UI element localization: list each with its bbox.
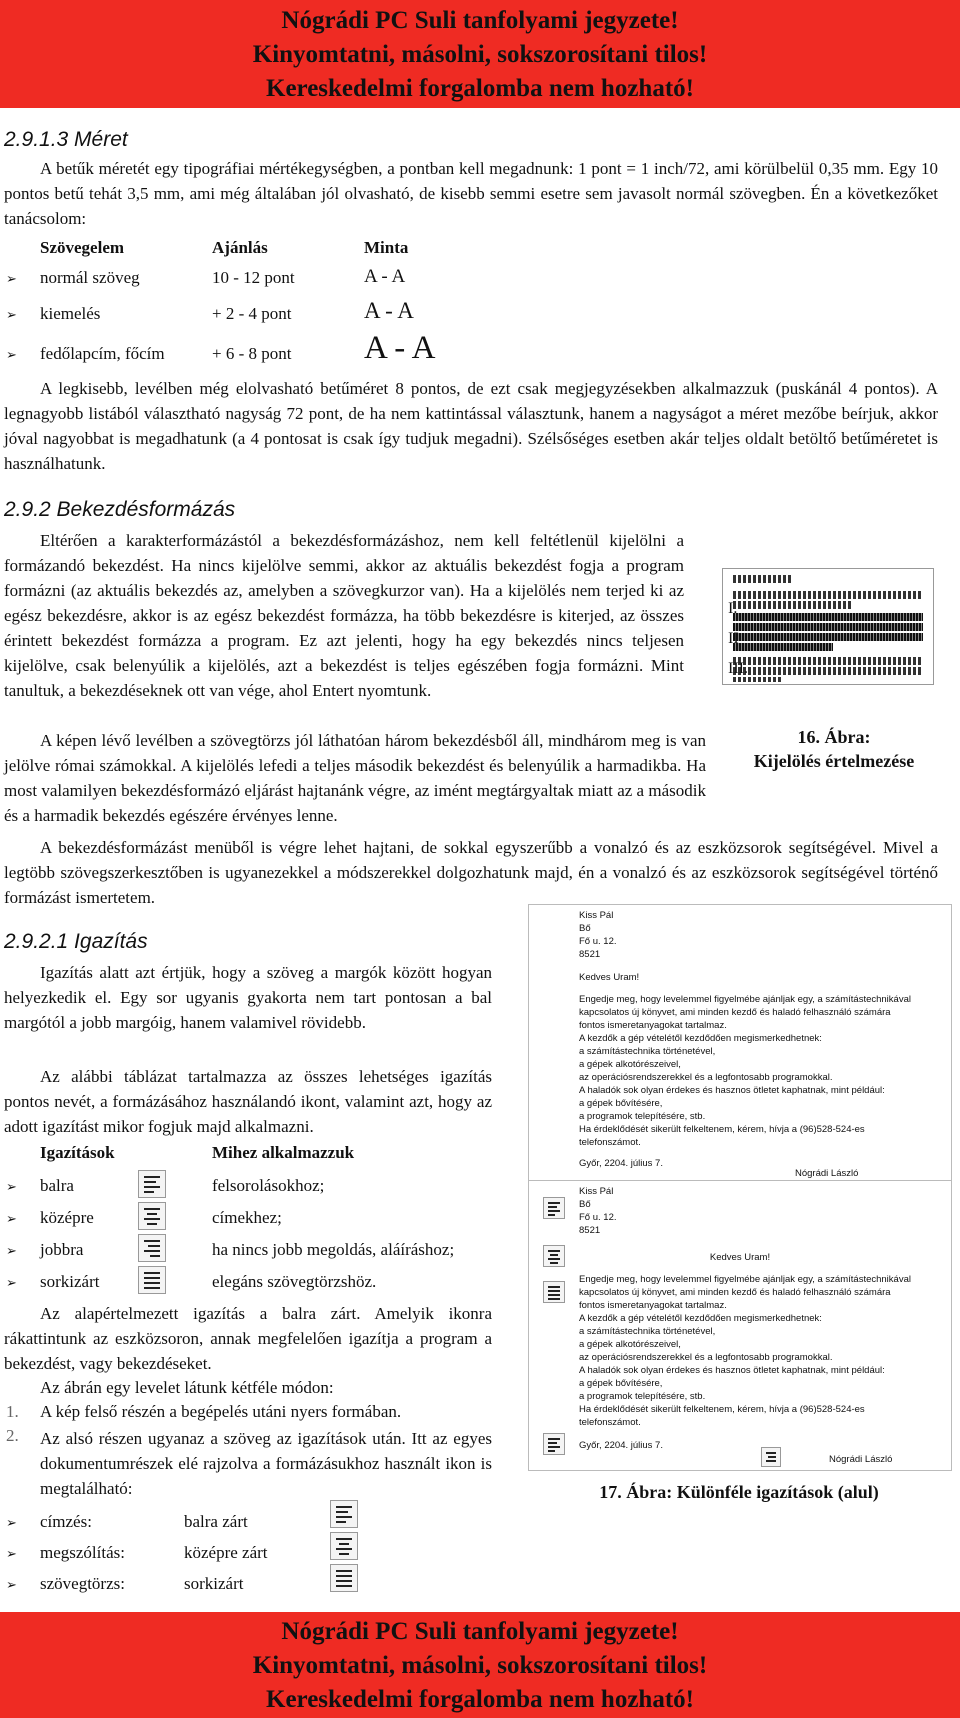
- size-row-minta: A - A: [364, 266, 406, 287]
- letter-address-line: Kiss Pál: [579, 1186, 614, 1197]
- letter-address-line: 8521: [579, 1225, 601, 1236]
- heading-meret: 2.9.1.3 Méret: [4, 128, 128, 151]
- igazitas-text-2: Az alábbi táblázat tartalmazza az összes lehetséges igazítás pontos nevét, a formázásához használandó ikont, valamint azt, hogy az adott igazítást mikor fogjuk majd alkalmazni.: [4, 1067, 492, 1136]
- size-row-elem: kiemelés: [40, 304, 101, 323]
- letter-body-line: A kezdők a gép vételétől kezdődően megismerkedhetnek:: [579, 1313, 822, 1324]
- letter-body-line: a programok telepítésére, stb.: [579, 1111, 706, 1122]
- align-right-icon: [761, 1447, 781, 1467]
- letter-body-line: fontos ismeretanyagokat tartalmaz.: [579, 1300, 727, 1311]
- align-left-icon[interactable]: [330, 1500, 358, 1528]
- letter-body-line: Ha érdeklődését sikerült felkeltenem, kérem, hívja a (96)528-524-es: [579, 1124, 865, 1135]
- bekezdes-paragraph-2: [4, 728, 706, 828]
- igazitas-paragraph-4: Az ábrán egy levelet látunk kétféle módon:: [40, 1378, 334, 1397]
- text-line: [733, 575, 793, 583]
- arrow-bullet-icon: ➢: [6, 1516, 17, 1531]
- letter-body-line: az operációsrendszerekkel és a legfontosabb programokkal.: [579, 1352, 833, 1363]
- letter-body-line: a gépek bővítésére,: [579, 1378, 663, 1389]
- figure-16-selection-sample: [722, 568, 934, 685]
- igazitas-text-1: Igazítás alatt azt értjük, hogy a szöveg a margók között hogyan helyezkedik el. Egy sor ugyanis gyakorta nem tart pontosan a bal margótól a jobb margóig, hanem valamivel rövidebb.: [4, 963, 492, 1032]
- align-table-header-use: Mihez alkalmazzuk: [212, 1143, 355, 1162]
- bekezdes-text-1: Eltérően a karakterformázástól a bekezdésformázáshoz, nem kell feltétlenül kijelölni a formázandó bekezdést. Ha nincs kijelölve semmi, akkor az aktuális bekezdést fogja a program formázni (az aktuális bekezdés az, amelyben a szövegkurzor van). Ha a kijelölés nem terjed ki az egész bekezdésre, akkor is az egész bekezdést formázza, ha több bekezdésre is kiterjed, az összes érintett bekezdést formázza a program. Ez azt jelenti, hogy ha egy bekezdés nincs teljesen kijelölve, csak belenyúlik a kijelölés, azt a bekezdést is teljes egészében fogja formázni. Mint tanultuk, a bekezdéseknek ott van vége, ahol Entert nyomtunk.: [4, 531, 684, 700]
- arrow-bullet-icon: ➢: [6, 1212, 17, 1227]
- ol-text-2: Az alsó részen ugyanaz a szöveg az igazítások után. Itt az egyes dokumentumrészek elé rajzolva a formázásukhoz használt ikon is megtalálható:: [40, 1429, 492, 1498]
- align-row-name: jobbra: [40, 1240, 84, 1259]
- size-row-minta: A - A: [364, 330, 436, 366]
- size-row-ajanlas: + 2 - 4 pont: [212, 304, 292, 323]
- letter-body-line: a gépek alkotórészeivel,: [579, 1059, 681, 1070]
- letter-raw: [528, 904, 952, 1181]
- size-text: A legkisebb, levélben még elolvasható betűméret 8 pontos, de ezt csak megjegyzésekben alkalmazzuk (puskánál 4 pontos). A legnagyobb listából választható nagyság 72 pont, de ha nem kattintással választunk, hanem a nagyságot a méret mezőbe beírjuk, akkor jóval nagyobbat is megadhatunk (a 4 pontosat is csak így tudjuk megadni). Szélsőséges esetben akár teljes oldalt betöltő betűméretet is használhatunk.: [4, 379, 938, 473]
- intro-paragraph: [4, 156, 938, 231]
- letter-body-line: kapcsolatos új könyvet, ami minden kezdő és haladó felhasználó számára: [579, 1007, 891, 1018]
- selected-line: [733, 633, 923, 641]
- arrow-bullet-icon: ➢: [6, 1578, 17, 1593]
- letter-body-line: a gépek bővítésére,: [579, 1098, 663, 1109]
- letter-body-line: a számítástechnika történetével,: [579, 1046, 716, 1057]
- size-table-header-ajanlas: Ajánlás: [212, 238, 268, 257]
- figure-16-caption-1: 16. Ábra:: [797, 727, 871, 747]
- align-center-icon[interactable]: [138, 1202, 166, 1230]
- letter-aligned: [528, 1180, 952, 1471]
- align-left-icon[interactable]: [138, 1170, 166, 1198]
- letter-greeting: Kedves Uram!: [709, 1252, 771, 1263]
- bekezdes-text-2: A képen lévő levélben a szövegtörzs jól láthatóan három bekezdésből áll, mindhárom meg is van jelölve római számokkal. A kijelölés lefedi a teljes második bekezdést és belenyúlik a harmadikba. Ha most valamilyen bekezdésformázó eljárást hajtanánk végre, az imént megtárgyaltak miatt az a második és a harmadik bekezdés egészére érvényes lenne.: [4, 731, 706, 825]
- arrow-bullet-icon: ➢: [6, 308, 17, 323]
- letter-part-align: középre zárt: [184, 1543, 268, 1562]
- heading-igazitas: 2.9.2.1 Igazítás: [4, 930, 148, 953]
- arrow-bullet-icon: ➢: [6, 272, 17, 287]
- selected-line: [733, 613, 923, 621]
- arrow-bullet-icon: ➢: [6, 348, 17, 363]
- align-row-use: ha nincs jobb megoldás, aláíráshoz;: [212, 1240, 455, 1259]
- size-row-elem: normál szöveg: [40, 268, 140, 287]
- size-table-header-elem: Szövegelem: [40, 238, 125, 257]
- letter-body-line: A haladók sok olyan érdekes és hasznos ötletet kaphatnak, mint például:: [579, 1085, 885, 1096]
- letter-address-line: 8521: [579, 949, 601, 960]
- banner-line-2: Kinyomtatni, másolni, sokszorosítani tilos!: [252, 41, 708, 68]
- letter-body-line: telefonszámot.: [579, 1137, 641, 1148]
- bekezdes-paragraph-1: [4, 528, 684, 703]
- align-table-header-name: Igazítások: [40, 1143, 115, 1162]
- letter-body-line: Engedje meg, hogy levelemmel figyelmébe ajánljak egy, a számítástechnikával: [579, 994, 911, 1005]
- intro-text: A betűk méretét egy tipográfiai mértékegységben, a pontban kell megadnunk: 1 pont = 1 inch/72, ami körülbelül 0,35 mm. Egy 10 pontos betű tehát 3,5 mm, ami még általában jól olvasható, de kisebb semmi esetre sem javasolt normál szövegben. Én a következőket tanácsolom:: [4, 159, 938, 228]
- align-row-name: középre: [40, 1208, 94, 1227]
- letter-body-line: telefonszámot.: [579, 1417, 641, 1428]
- banner-line-2: Kinyomtatni, másolni, sokszorosítani tilos!: [252, 1652, 708, 1679]
- selected-line: [733, 643, 833, 651]
- letter-body-line: A haladók sok olyan érdekes és hasznos ötletet kaphatnak, mint például:: [579, 1365, 885, 1376]
- align-justify-icon: [543, 1281, 565, 1303]
- letter-part-align: sorkizárt: [184, 1574, 244, 1593]
- letter-signature: Nógrádi László: [829, 1454, 893, 1465]
- ol-num-1: 1.: [6, 1402, 19, 1421]
- align-center-icon[interactable]: [330, 1532, 358, 1560]
- ol-text-1: A kép felső részén a begépelés utáni nyers formában.: [40, 1402, 402, 1421]
- footer-banner: [0, 1612, 960, 1718]
- banner-line-1: Nógrádi PC Suli tanfolyami jegyzete!: [281, 1618, 679, 1645]
- banner-line-3: Kereskedelmi forgalomba nem hozható!: [266, 75, 694, 102]
- igazitas-paragraph-1: [4, 960, 492, 1035]
- roman-numeral-1: I.: [728, 600, 738, 617]
- arrow-bullet-icon: ➢: [6, 1180, 17, 1195]
- align-row-name: sorkizárt: [40, 1272, 100, 1291]
- figure-17-caption: 17. Ábra: Különféle igazítások (alul): [599, 1482, 879, 1502]
- heading-bekezdesformazas: 2.9.2 Bekezdésformázás: [4, 498, 236, 521]
- letter-address-line: Kiss Pál: [579, 910, 614, 921]
- arrow-bullet-icon: ➢: [6, 1547, 17, 1562]
- letter-body-line: fontos ismeretanyagokat tartalmaz.: [579, 1020, 727, 1031]
- size-paragraph: [4, 376, 938, 476]
- letter-address-line: Fő u. 12.: [579, 1212, 617, 1223]
- letter-address-line: Bő: [579, 1199, 591, 1210]
- letter-part-name: megszólítás:: [40, 1543, 125, 1562]
- size-row-ajanlas: 10 - 12 pont: [212, 268, 295, 287]
- letter-body-line: az operációsrendszerekkel és a legfontosabb programokkal.: [579, 1072, 833, 1083]
- size-row-ajanlas: + 6 - 8 pont: [212, 344, 292, 363]
- letter-date: Győr, 2204. július 7.: [579, 1440, 663, 1451]
- selected-line: [733, 623, 923, 631]
- text-line: [733, 657, 923, 665]
- roman-numeral-3: III.: [728, 660, 748, 677]
- letter-body-line: A kezdők a gép vételétől kezdődően megismerkedhetnek:: [579, 1033, 822, 1044]
- letter-date: Győr, 2204. július 7.: [579, 1158, 663, 1169]
- letter-part-name: szövegtörzs:: [40, 1574, 125, 1593]
- igazitas-text-3: Az alapértelmezett igazítás a balra zárt. Amelyik ikonra rákattintunk az eszközsoron, annak megfelelően igazítja a program a bekezdést, vagy bekezdéseket.: [4, 1304, 492, 1373]
- letter-body-line: a számítástechnika történetével,: [579, 1326, 716, 1337]
- text-line: [733, 601, 853, 609]
- ol-item-2: [40, 1426, 492, 1501]
- letter-body-line: a programok telepítésére, stb.: [579, 1391, 706, 1402]
- align-row-use: felsorolásokhoz;: [212, 1176, 325, 1195]
- letter-part-name: címzés:: [40, 1512, 92, 1531]
- bekezdes-paragraph-3: [4, 835, 938, 910]
- size-row-elem: fedőlapcím, főcím: [40, 344, 165, 363]
- letter-body-line: Engedje meg, hogy levelemmel figyelmébe ajánljak egy, a számítástechnikával: [579, 1274, 911, 1285]
- letter-body-line: Ha érdeklődését sikerült felkeltenem, kérem, hívja a (96)528-524-es: [579, 1404, 865, 1415]
- align-left-icon: [543, 1433, 565, 1455]
- text-line: [733, 667, 923, 675]
- banner-line-1: Nógrádi PC Suli tanfolyami jegyzete!: [281, 7, 679, 34]
- align-justify-icon[interactable]: [138, 1266, 166, 1294]
- align-justify-icon[interactable]: [330, 1564, 358, 1592]
- letter-address-line: Bő: [579, 923, 591, 934]
- letter-greeting: Kedves Uram!: [579, 972, 640, 983]
- roman-numeral-2: II: [728, 630, 739, 647]
- header-banner: [0, 0, 960, 108]
- figure-16-caption-2: Kijelölés értelmezése: [753, 751, 915, 771]
- align-row-name: balra: [40, 1176, 74, 1195]
- text-line: [733, 591, 923, 599]
- letter-body-line: kapcsolatos új könyvet, ami minden kezdő és haladó felhasználó számára: [579, 1287, 891, 1298]
- align-right-icon[interactable]: [138, 1234, 166, 1262]
- letter-part-align: balra zárt: [184, 1512, 248, 1531]
- bekezdes-text-3: A bekezdésformázást menüből is végre lehet hajtani, de sokkal egyszerűbb a vonalzó és az eszközsorok segítségével. Mivel a legtöbb szövegszerkesztőben is ugyanezekkel a módszerekkel dolgozhatunk majd, én a vonalzó és az eszközsorok segítségével történő formázást ismertetem.: [4, 838, 938, 907]
- arrow-bullet-icon: ➢: [6, 1244, 17, 1259]
- ol-num-2: 2.: [6, 1426, 19, 1445]
- size-table-header-minta: Minta: [364, 238, 409, 257]
- arrow-bullet-icon: ➢: [6, 1276, 17, 1291]
- letter-address-line: Fő u. 12.: [579, 936, 617, 947]
- align-left-icon: [543, 1197, 565, 1219]
- igazitas-paragraph-3: [4, 1301, 492, 1376]
- letter-body-line: a gépek alkotórészeivel,: [579, 1339, 681, 1350]
- letter-signature: Nógrádi László: [795, 1168, 859, 1179]
- align-row-use: címekhez;: [212, 1208, 282, 1227]
- igazitas-paragraph-2: [4, 1064, 492, 1139]
- align-row-use: elegáns szövegtörzshöz.: [212, 1272, 377, 1291]
- size-row-minta: A - A: [364, 298, 414, 323]
- banner-line-3: Kereskedelmi forgalomba nem hozható!: [266, 1686, 694, 1713]
